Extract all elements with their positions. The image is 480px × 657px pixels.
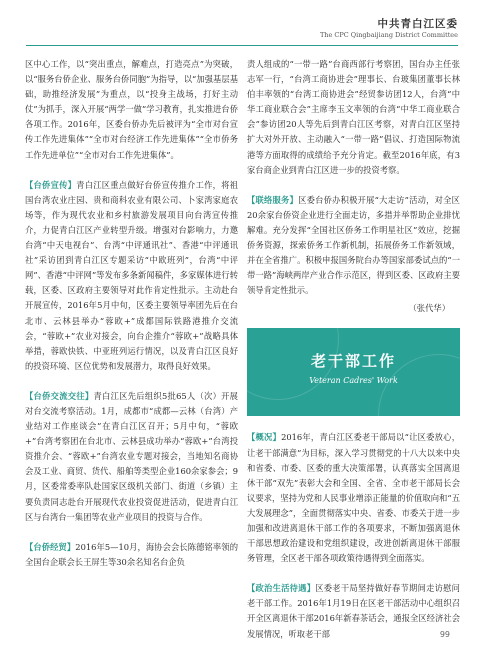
right-paragraph-2 <box>247 193 460 299</box>
section-tag: 【台侨宣传】 <box>25 179 77 190</box>
section-text: 2016年5—10月，海协会会长陈德铭率领的全国台企联会长王屏生等30余名知名台企负 <box>25 541 238 567</box>
left-paragraph-3 <box>25 389 238 525</box>
right-paragraph-3 <box>247 430 460 566</box>
right-paragraph-4 <box>247 581 460 641</box>
right-column <box>247 57 460 657</box>
section-tag: 【概况】 <box>247 432 282 443</box>
left-paragraph-1: 区中心工作，以“突出重点，解难点，打造亮点”为突破，以“服务台侨企业、服务台侨同胞”为指导，以“加强基层基础，助推经济发展”为重点，以“投身主战场，打好主动仗”为抓手，深入开展“两学一做”学习教育，扎实推进台侨各项工作。2016年，区委台侨办先后被评为“全市对台宣传工作先进集体”“全市对台经济工作先进集体”“全市侨务工作先进单位”“全市对台工作先进集体”。 <box>25 59 238 160</box>
left-column <box>25 57 238 585</box>
section-text: 青白江区重点做好台侨宣传推介工作，将祖国台湾农业庄园、贵和商科农业有限公司、卜家湾家庭农场等，作为现代农业和乡村旅游发展项目向台湾宣传推介，力促青白江区产业转型升级。增强对台影响力，力邀台湾“中天电视台”、台湾“中评通讯社”、香港“中评通讯社”采访团到青白江区专题采访“中欧班列”，台湾“中评网”、香港“中评网”等发布多条新闻稿件，多家媒体进行转载，区委、区政府主要领导对此作肯定性批示。主动赴台开展宣传，2016年5月中旬，区委主要领导率团先后在台北市、云林县举办“蓉欧+”成都国际铁路港推介交流会，“蓉欧+”农业对接会，向台企推介“蓉欧+”战略具体举措，蓉欧快铁、中亚班列运行情况，以及青白江区良好的投资环境、区位优势和发展潜力，取得良好效果。 <box>25 179 238 371</box>
right-paragraph-1: 责人组成的“一带一路”台商西部行考察团，国台办主任张志军一行，“台湾工商协进会”理事长、台玻集团董事长林伯丰率领的“台湾工商协进会”经贸参访团12人，台湾“中华工商业联合会”主席李玉文率领的台湾“中华工商业联合会”参访团20人等先后到青白江区考察，对青白江区坚持扩大对外开放、主动融入“一带一路”倡议、打造国际物流港等方面取得的成绩给予充分肯定。截至2016年底，有3家台商企业到青白江区进一步的投资考察。 <box>247 59 460 175</box>
section-text: 区委台侨办积极开展“大走访”活动，对全区20余家台侨资企业进行全面走访，多措并举帮助企业排忧解难。充分发挥“全国社区侨务工作明星社区”效应，挖掘侨务资源，探索侨务工作新机制，拓展侨务工作新领域，并在全省推广。积极申报国务院台办等国家部委试点的“一带一路”海峡两岸产业合作示范区，得到区委、区政府主要领导肯定性批示。 <box>247 194 460 296</box>
section-text: 区委老干局坚持做好春节期间走访慰问老干部工作。2016年1月19日在区老干部活动中心组织召开全区离退休干部2016年新春茶话会，通报全区经济社会发展情况，听取老干部 <box>247 583 460 639</box>
banner-title-en: Veteran Cadres' Work <box>309 376 398 386</box>
section-text: 2016年，青白江区委老干部局以“让区委放心，让老干部满意”为目标，深入学习贯彻党的十八大以来中央和省委、市委、区委的重大决策部署，认真落实全国离退休干部“双先”表彰大会和全国、全省、全市老干部局长会议要求，坚持为党和人民事业增添正能量的价值取向和“五大发展理念”，全面贯彻落实中央、省委、市委关于进一步加强和改进离退休干部工作的各项要求，不断加强离退休干部思想政治建设和党组织建设，改进创新离退休干部服务管理，全区老干部各项政策待遇得到全面落实。 <box>247 432 460 564</box>
section-tag: 【台侨交流交往】 <box>25 390 94 401</box>
section-text: 青白江区先后组织5批65人（次）开展对台交流考察活动。1月，成都市“成都—云林（台湾）产业结对工作座谈会”在青白江区召开；5月中旬，“蓉欧+”台湾考察团在台北市、云林县成功举办“蓉欧+”台湾投资推介会、“蓉欧+”台湾农业专题对接会，当地知名商协会及工业、商贸、货代、船舶等类型企业160余家参会；9月，区委常委率队赴国家区级机关部门、街道（乡镇）主要负责同志赴台开展现代农业投资促进活动，促进青白江区与台湾台一集团等农业产业项目的投资与合作。 <box>25 390 238 522</box>
left-paragraph-2 <box>25 178 238 374</box>
header-title-cn: 中共青白江区委 <box>377 18 458 30</box>
section-banner <box>247 328 460 416</box>
header-divider <box>26 45 458 46</box>
header-title-en: The CPC Qingbaijiang District Committee <box>319 31 458 39</box>
section-tag: 【联络服务】 <box>247 194 299 205</box>
page-number: 99 <box>439 630 450 639</box>
section-tag: 【政治生活待遇】 <box>247 583 316 594</box>
left-paragraph-4 <box>25 540 238 570</box>
section-tag: 【台侨经贸】 <box>25 541 76 552</box>
banner-title-cn: 老干部工作 <box>310 352 396 371</box>
author-credit: （张代华） <box>408 303 450 314</box>
